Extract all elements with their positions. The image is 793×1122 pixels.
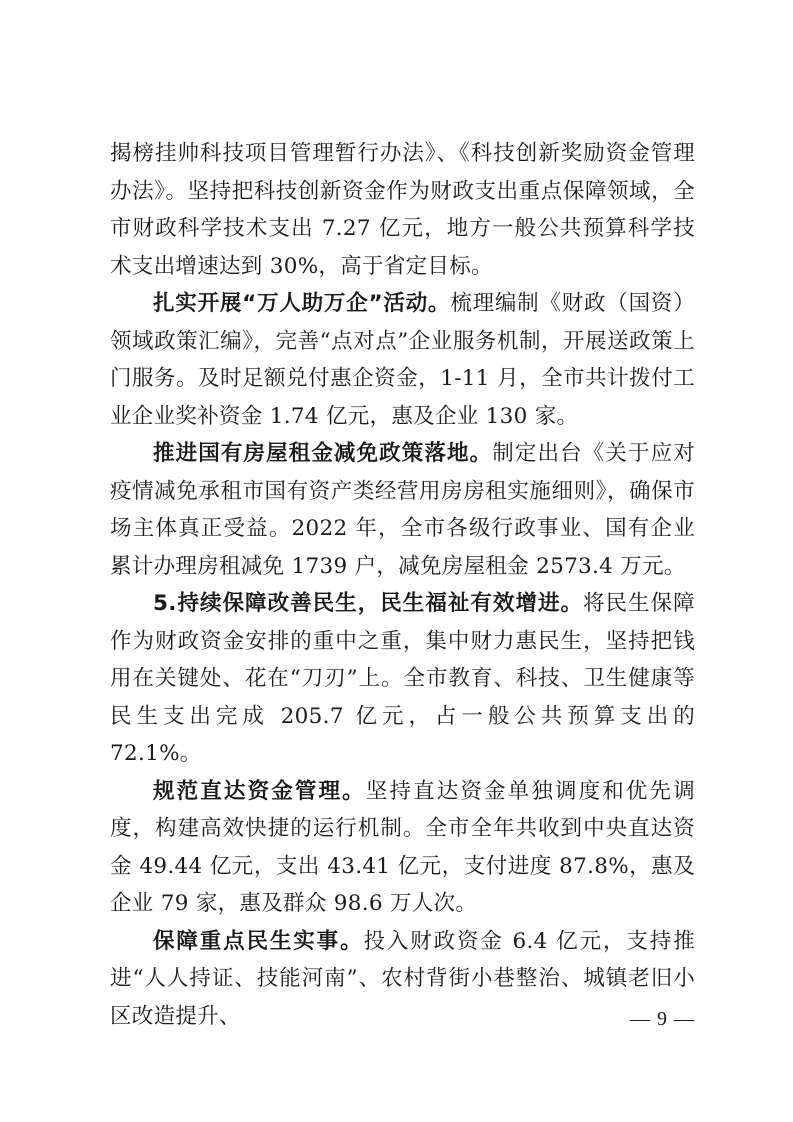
paragraph-2 — [110, 285, 695, 435]
paragraph-6-heading: 保障重点民生实事。 — [153, 928, 364, 954]
paragraph-1 — [110, 135, 695, 285]
paragraph-5 — [110, 773, 695, 923]
paragraph-6 — [110, 923, 695, 1036]
paragraph-1-text: 揭榜挂帅科技项目管理暂行办法》、《科技创新奖励资金管理办法》。坚持把科技创新资金作为财政支出重点保障领域，全市财政科学技术支出 7.27 亿元，地方一般公共预算科学技术支出增速达到 30%，高于省定目标。 — [110, 141, 695, 279]
document-body — [110, 135, 695, 1035]
paragraph-5-heading: 规范直达资金管理。 — [153, 778, 366, 804]
paragraph-4 — [110, 585, 695, 773]
section-5-heading: 5.持续保障改善民生，民生福祉有效增进。 — [153, 591, 584, 616]
paragraph-5-text: 坚持直达资金单独调度和优先调度，构建高效快捷的运行机制。全市全年共收到中央直达资金 49.44 亿元，支出 43.41 亿元，支付进度 87.8%，惠及企业 79 家，惠及群众 98.6 万人次。 — [110, 778, 696, 916]
page-number: — 9 — — [630, 1008, 695, 1030]
paragraph-4-text: 将民生保障作为财政资金安排的重中之重，集中财力惠民生，坚持把钱用在关键处、花在“刀刃”上。全市教育、科技、卫生健康等民生支出完成 205.7 亿元，占一般公共预算支出的 72.1%。 — [110, 591, 695, 766]
paragraph-3-text: 制定出台《关于应对疫情减免承租市国有资产类经营用房房租实施细则》，确保市场主体真正受益。2022 年，全市各级行政事业、国有企业累计办理房租减免 1739 户，减免房屋租金 2573.4 万元。 — [110, 441, 695, 579]
paragraph-3-heading: 推进国有房屋租金减免政策落地。 — [153, 441, 493, 466]
paragraph-2-heading: 扎实开展“万人助万企”活动。 — [153, 291, 451, 316]
paragraph-2-text: 梳理编制《财政（国资）领域政策汇编》，完善“点对点”企业服务机制，开展送政策上门服务。及时足额兑付惠企资金，1-11 月，全市共计拨付工业企业奖补资金 1.74 亿元，惠及企业 130 家。 — [110, 291, 695, 429]
paragraph-6-text: 投入财政资金 6.4 亿元，支持推进“人人持证、技能河南”、农村背街小巷整治、城镇老旧小区改造提升、 — [110, 928, 695, 1029]
paragraph-3 — [110, 435, 695, 585]
